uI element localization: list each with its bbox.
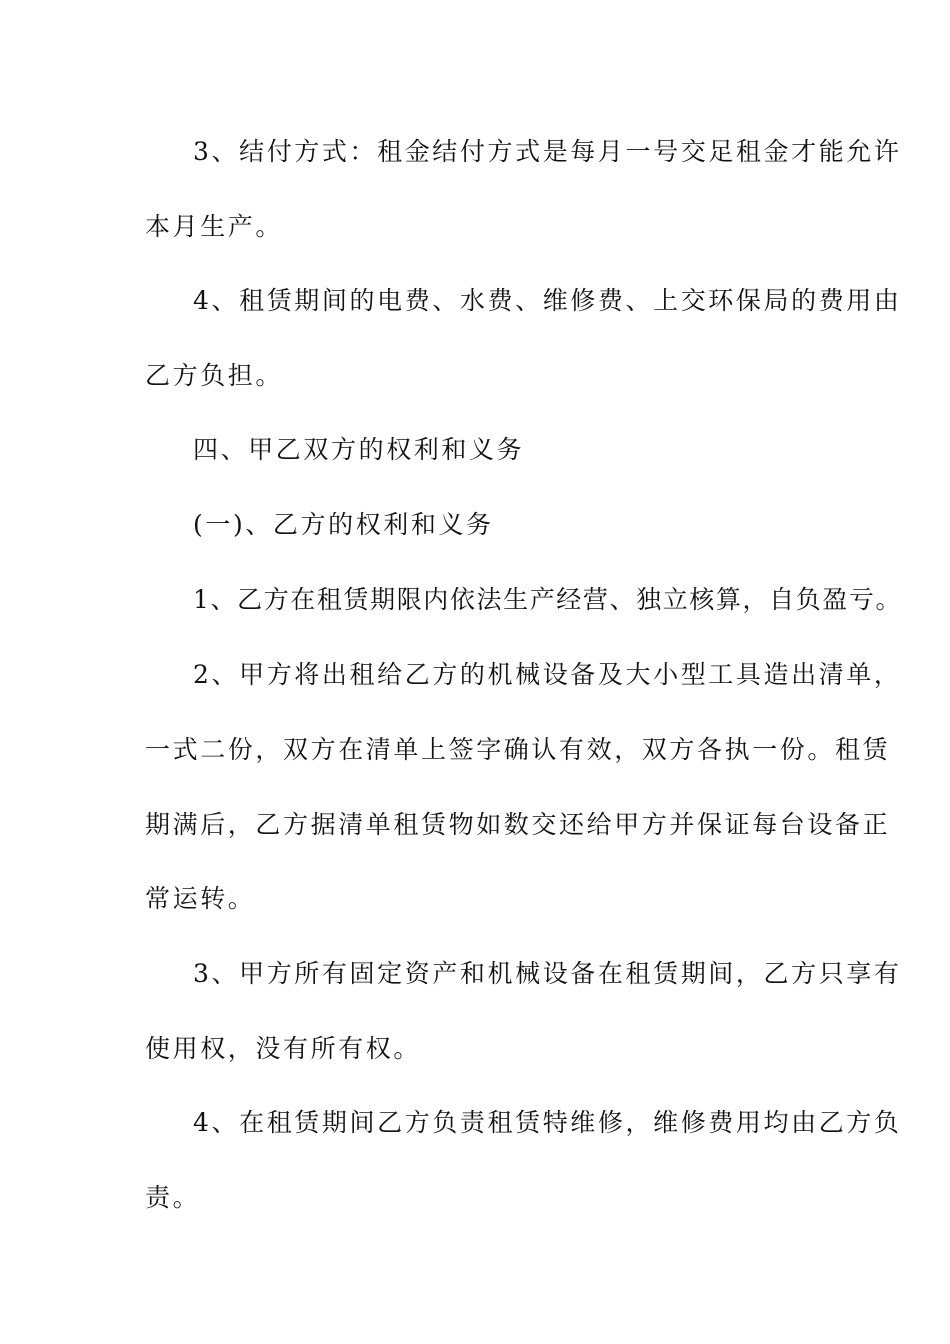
clause-3-payment-line-2: 本月生产。 <box>145 212 284 241</box>
clause-3-payment-line-1: 3、结付方式：租金结付方式是每月一号交足租金才能允许 <box>193 137 902 166</box>
item-4-line-2: 责。 <box>145 1183 201 1212</box>
clause-4-fees-line-2: 乙方负担。 <box>145 361 284 390</box>
item-1-line-1: 1、乙方在租赁期限内依法生产经营、独立核算，自负盈亏。 <box>193 585 903 614</box>
item-2-line-2: 一式二份，双方在清单上签字确认有效，双方各执一份。租赁 <box>145 735 891 764</box>
item-3-line-2: 使用权，没有所有权。 <box>145 1034 422 1063</box>
item-2-line-1: 2、甲方将出租给乙方的机械设备及大小型工具造出清单， <box>193 660 902 689</box>
item-4-line-1: 4、在租赁期间乙方负责租赁特维修，维修费用均由乙方负 <box>193 1108 902 1137</box>
subsection-1-heading: (一)、乙方的权利和义务 <box>193 510 494 539</box>
item-2-line-3: 期满后，乙方据清单租赁物如数交还给甲方并保证每台设备正 <box>145 810 891 839</box>
item-2-line-4: 常运转。 <box>145 884 256 913</box>
section-4-heading: 四、甲乙双方的权利和义务 <box>193 435 525 464</box>
clause-4-fees-line-1: 4、租赁期间的电费、水费、维修费、上交环保局的费用由 <box>193 286 902 315</box>
item-3-line-1: 3、甲方所有固定资产和机械设备在租赁期间，乙方只享有 <box>193 959 902 988</box>
